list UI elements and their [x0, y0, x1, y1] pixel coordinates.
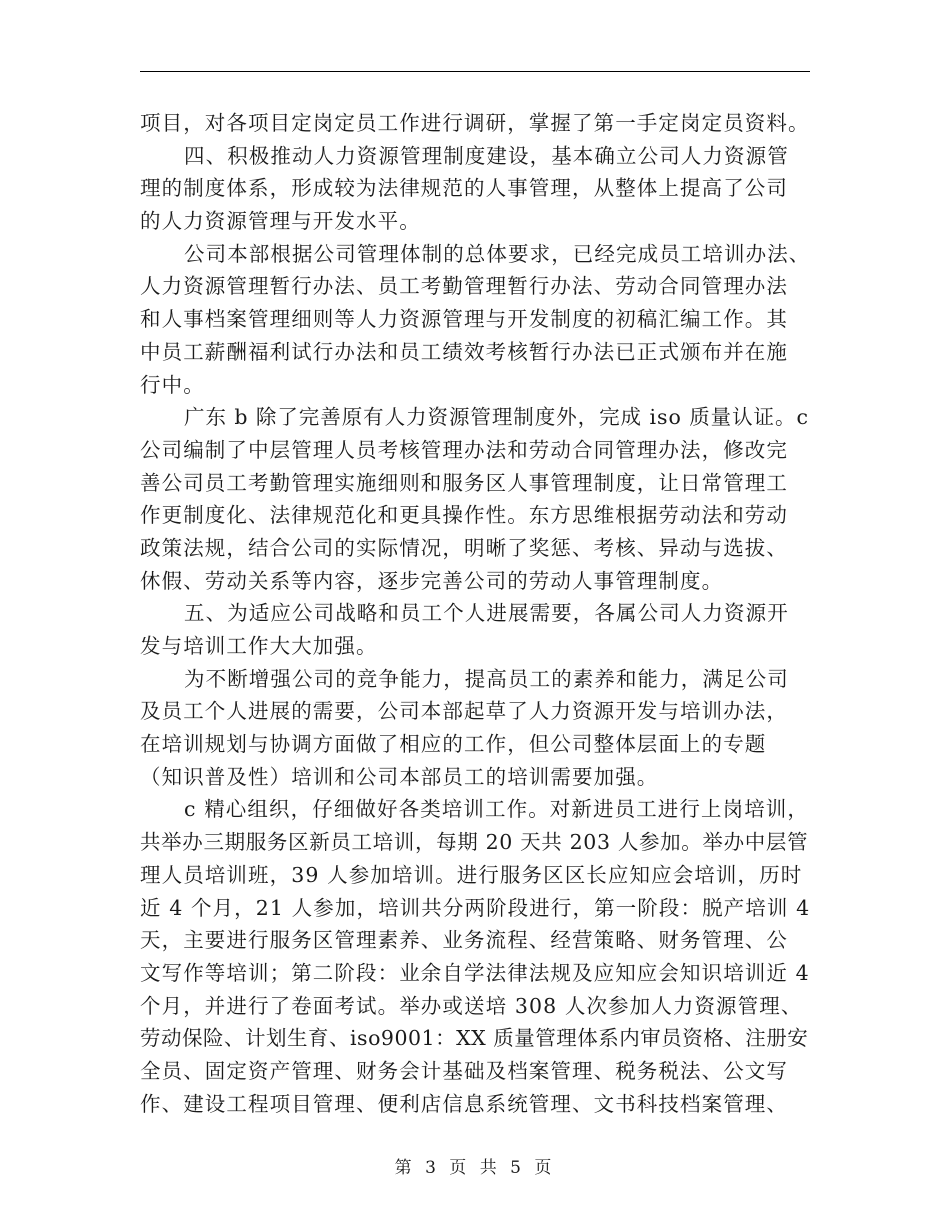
text-line: 个月，并进行了卷面考试。举办或送培 308 人次参加人力资源管理、: [140, 993, 803, 1018]
text-line: 近 4 个月，21 人参加，培训共分两阶段进行，第一阶段：脱产培训 4: [140, 895, 811, 920]
page-number: 第 3 页 共 5 页: [394, 1158, 556, 1178]
document-body: [140, 107, 812, 1120]
text-line: 全员、固定资产管理、财务会计基础及档案管理、税务税法、公文写: [140, 1058, 788, 1083]
text-line: 为不断增强公司的竞争能力，提高员工的素养和能力，满足公司: [184, 666, 789, 691]
text-line: 的人力资源管理与开发水平。: [140, 209, 421, 234]
header-rule: [140, 71, 810, 72]
text-line: 四、积极推动人力资源管理制度建设，基本确立公司人力资源管: [184, 143, 789, 168]
text-line: 五、为适应公司战略和员工个人进展需要，各属公司人力资源开: [184, 601, 789, 626]
text-line: 理人员培训班，39 人参加培训。进行服务区区长应知应会培训，历时: [140, 862, 803, 887]
text-line: （知识普及性）培训和公司本部员工的培训需要加强。: [140, 764, 659, 789]
text-line: 项目，对各项目定岗定员工作进行调研，掌握了第一手定岗定员资料。: [140, 111, 810, 135]
text-line: 作更制度化、法律规范化和更具操作性。东方思维根据劳动法和劳动: [140, 503, 788, 528]
text-line: 在培训规划与协调方面做了相应的工作，但公司整体层面上的专题: [140, 732, 767, 757]
text-line: 政策法规，结合公司的实际情况，明晰了奖惩、考核、异动与选拔、: [140, 535, 788, 560]
text-line: 共举办三期服务区新员工培训，每期 20 天共 203 人参加。举办中层管: [140, 830, 809, 855]
text-line: 作、建设工程项目管理、便利店信息系统管理、文书科技档案管理、: [140, 1091, 788, 1116]
text-line: 理的制度体系，形成较为法律规范的人事管理，从整体上提高了公司: [140, 176, 788, 201]
text-line: 劳动保险、计划生育、iso9001：XX 质量管理体系内审员资格、注册安: [140, 1026, 809, 1051]
text-line: 发与培训工作大大加强。: [140, 634, 378, 658]
text-line: 行中。: [140, 372, 205, 397]
text-line: 公司本部根据公司管理体制的总体要求，已经完成员工培训办法、: [184, 241, 811, 266]
text-line: 人力资源管理暂行办法、员工考勤管理暂行办法、劳动合同管理办法: [140, 274, 788, 299]
text-line: 广东 b 除了完善原有人力资源管理制度外，完成 iso 质量认证。c: [184, 405, 809, 430]
text-line: c 精心组织，仔细做好各类培训工作。对新进员工进行上岗培训，: [184, 797, 809, 822]
text-line: 和人事档案管理细则等人力资源管理与开发制度的初稿汇编工作。其: [140, 307, 788, 332]
text-line: 中员工薪酬福利试行办法和员工绩效考核暂行办法已正式颁布并在施: [140, 339, 788, 364]
text-line: 天，主要进行服务区管理素养、业务流程、经营策略、财务管理、公: [140, 928, 788, 953]
text-line: 休假、劳动关系等内容，逐步完善公司的劳动人事管理制度。: [140, 568, 724, 593]
text-line: 文写作等培训；第二阶段：业余自学法律法规及应知应会知识培训近 4: [140, 960, 810, 985]
text-line: 及员工个人进展的需要，公司本部起草了人力资源开发与培训办法，: [140, 699, 788, 724]
text-line: 善公司员工考勤管理实施细则和服务区人事管理制度，让日常管理工: [140, 470, 788, 495]
text-line: 公司编制了中层管理人员考核管理办法和劳动合同管理办法，修改完: [140, 437, 788, 462]
